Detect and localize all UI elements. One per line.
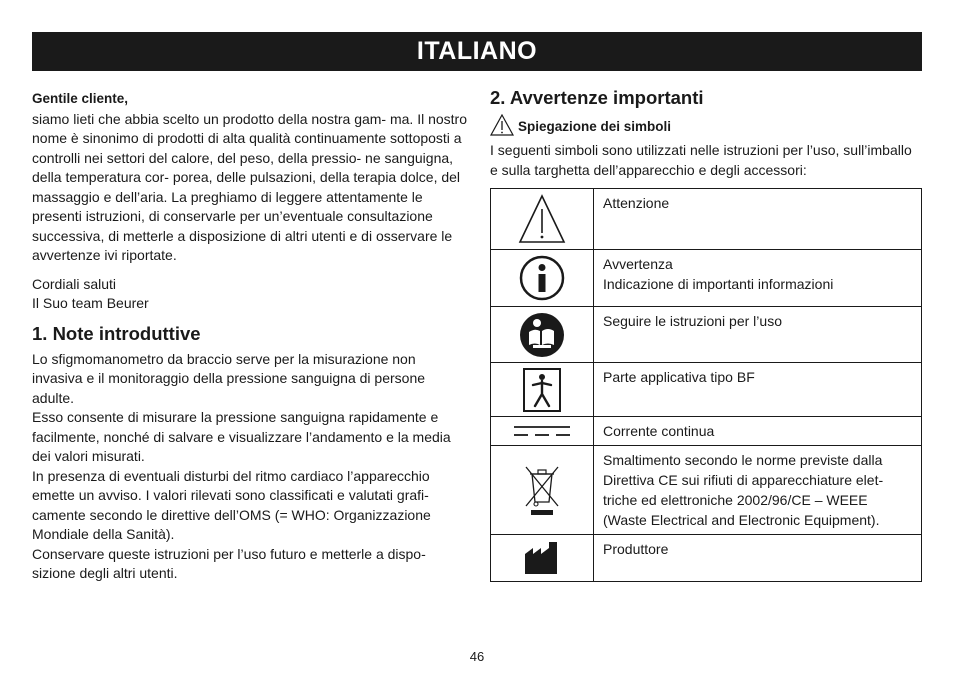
table-row [491, 417, 922, 446]
section-1-paragraph-1: Lo sfigmomanometro da braccio serve per la misurazione non invasiva e il monitoraggio della pressione sanguigna di persone adulte. [32, 350, 426, 406]
table-row [491, 189, 922, 250]
subheading-text: Spiegazione dei simboli [518, 118, 672, 134]
symbol-label: Corrente continua [603, 423, 715, 439]
symbol-label: Avvertenza [603, 256, 673, 272]
section-1-paragraph-2: Esso consente di misurare la pressione sanguigna rapidamente e facilmente, nonché di salvare e visualizzare l’andamento e la media dei valori misurati. [32, 409, 451, 464]
closing-line-2: Il Suo team Beurer [32, 295, 149, 311]
right-column [490, 86, 922, 582]
table-row [491, 307, 922, 363]
greeting: Gentile cliente, [32, 91, 129, 106]
symbol-label: Seguire le istruzioni per l’uso [603, 313, 782, 329]
closing-line-1: Cordiali saluti [32, 275, 117, 292]
symbol-label: Produttore [603, 541, 669, 557]
symbol-label: Attenzione [603, 195, 670, 211]
table-row [491, 446, 922, 535]
warning-triangle-icon [490, 114, 514, 136]
table-row [491, 535, 922, 582]
language-banner: ITALIANO [32, 32, 922, 71]
symbol-description: Indicazione di importanti informazioni [603, 276, 834, 292]
symbols-table [490, 188, 922, 582]
left-column [32, 86, 468, 584]
symbols-subheading [490, 114, 922, 136]
info-icon [518, 254, 566, 302]
read-manual-icon [519, 312, 565, 358]
weee-bin-icon [522, 464, 562, 516]
section-1-paragraph-4: Conservare queste istruzioni per l’uso futuro e metterle a dispo- sizione degli altri utenti. [32, 545, 426, 581]
intro-paragraph: siamo lieti che abbia scelto un prodotto della nostra gam- ma. Il nostro nome è sinonimo di prodotti di alta qualità continuamente sottoposti a controlli nei settori del calore, del peso, della pressio- ne sanguigna, della temperatura cor- porea, delle pulsazioni, della terapia dolce, del massaggio e dell’aria. La preghiamo di leggere attentamente le presenti istruzioni, di conservarle per un’eventuale consultazione successiva, di metterle a disposizione di altri utenti e di osservare le avvertenze ivi riportate. [32, 110, 468, 263]
symbols-intro: I seguenti simboli sono utilizzati nelle istruzioni per l’uso, sull’imballo e sulla targhetta dell’apparecchio e degli accessori: [490, 142, 912, 178]
type-bf-icon [522, 367, 562, 413]
direct-current-icon [512, 424, 572, 438]
manufacturer-icon [523, 540, 561, 576]
table-row [491, 250, 922, 307]
section-1-heading: 1. Note introduttive [32, 322, 201, 344]
warning-triangle-icon [517, 193, 567, 245]
section-2-heading: 2. Avvertenze importanti [490, 87, 704, 108]
section-1-paragraph-3: In presenza di eventuali disturbi del ritmo cardiaco l’apparecchio emette un avviso. I valori rilevati sono classificati e valutati grafi- camente secondo le direttive dell’OMS (= WHO: Organizzazione Mondiale della Sanità). [32, 467, 431, 542]
symbol-label: Smaltimento secondo le norme previste dalla Direttiva CE sui rifiuti di apparecchiature elet- triche ed elettroniche 2002/96/CE – WEEE (Waste Electrical and Electronic Equipment). [603, 452, 884, 528]
page-number: 46 [469, 649, 485, 664]
symbol-label: Parte applicativa tipo BF [603, 369, 755, 385]
table-row [491, 363, 922, 417]
